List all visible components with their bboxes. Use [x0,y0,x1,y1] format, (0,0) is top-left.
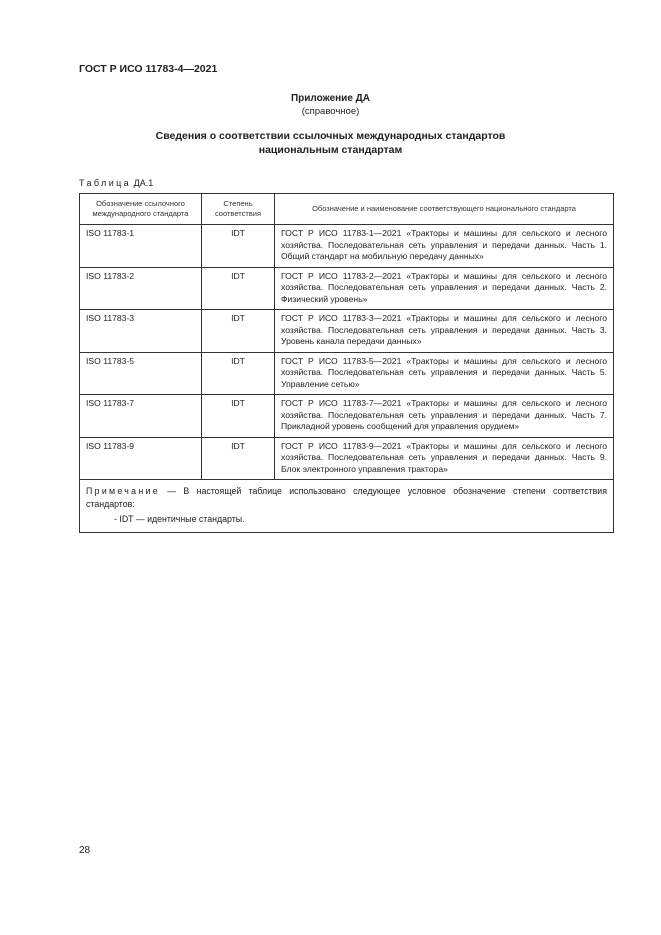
document-header: ГОСТ Р ИСО 11783-4—2021 [79,63,218,75]
cell-national-standard: ГОСТ Р ИСО 11783-2—2021 «Тракторы и машины для сельского и лесного хозяйства. Последовательная сеть управления и передачи данных. Часть 2. Физический уровень» [275,267,614,310]
cell-degree: IDT [202,310,275,353]
cell-national-standard: ГОСТ Р ИСО 11783-7—2021 «Тракторы и машины для сельского и лесного хозяйства. Последовательная сеть управления и передачи данных. Часть 7. Прикладной уровень сообщений для управления орудием» [275,395,614,438]
cell-national-standard: ГОСТ Р ИСО 11783-5—2021 «Тракторы и машины для сельского и лесного хозяйства. Последовательная сеть управления и передачи данных. Часть 5. Управление сетью» [275,352,614,395]
cell-national-standard: ГОСТ Р ИСО 11783-9—2021 «Тракторы и машины для сельского и лесного хозяйства. Последовательная сеть управления и передачи данных. Часть 9. Блок электронного управления трактора» [275,437,614,480]
table-row [80,225,614,268]
appendix-heading-line2: национальным стандартам [258,144,403,156]
appendix-title: Приложение ДА [290,93,371,104]
table-note [80,480,614,533]
cell-degree: IDT [202,225,275,268]
table-caption-label: Таблица [79,178,132,188]
column-header-international: Обозначение ссылочного международного стандарта [80,194,202,225]
table-caption [79,178,153,188]
cell-national-standard: ГОСТ Р ИСО 11783-3—2021 «Тракторы и машины для сельского и лесного хозяйства. Последовательная сеть управления и передачи данных. Часть 3. Уровень канала передачи данных» [275,310,614,353]
page-number: 28 [79,845,91,856]
table-row [80,437,614,480]
note-text: — В настоящей таблице использовано следующее условное обозначение степени соответствия стандартов: [86,486,607,509]
cell-degree: IDT [202,352,275,395]
cell-international-code: ISO 11783-5 [80,352,202,395]
cell-degree: IDT [202,267,275,310]
table-row [80,310,614,353]
table-row [80,352,614,395]
column-header-national: Обозначение и наименование соответствующего национального стандарта [275,194,614,225]
cell-international-code: ISO 11783-3 [80,310,202,353]
cell-degree: IDT [202,395,275,438]
note-item: - IDT — идентичные стандарты. [114,514,245,524]
correspondence-table [79,193,614,533]
table-header-row [80,194,614,225]
cell-degree: IDT [202,437,275,480]
table-row [80,267,614,310]
cell-international-code: ISO 11783-7 [80,395,202,438]
table-note-row [80,480,614,533]
column-header-degree: Степень соответствия [202,194,275,225]
cell-national-standard: ГОСТ Р ИСО 11783-1—2021 «Тракторы и машины для сельского и лесного хозяйства. Последовательная сеть управления и передачи данных. Часть 1. Общий стандарт на мобильную передачу данных» [275,225,614,268]
appendix-heading-line1: Сведения о соответствии ссылочных международных стандартов [155,130,506,142]
appendix-subtitle: (справочное) [301,106,360,117]
note-label: Примечание [86,486,160,496]
cell-international-code: ISO 11783-2 [80,267,202,310]
appendix-heading [0,129,661,157]
table-row [80,395,614,438]
cell-international-code: ISO 11783-1 [80,225,202,268]
cell-international-code: ISO 11783-9 [80,437,202,480]
table-caption-number: ДА.1 [133,178,154,188]
